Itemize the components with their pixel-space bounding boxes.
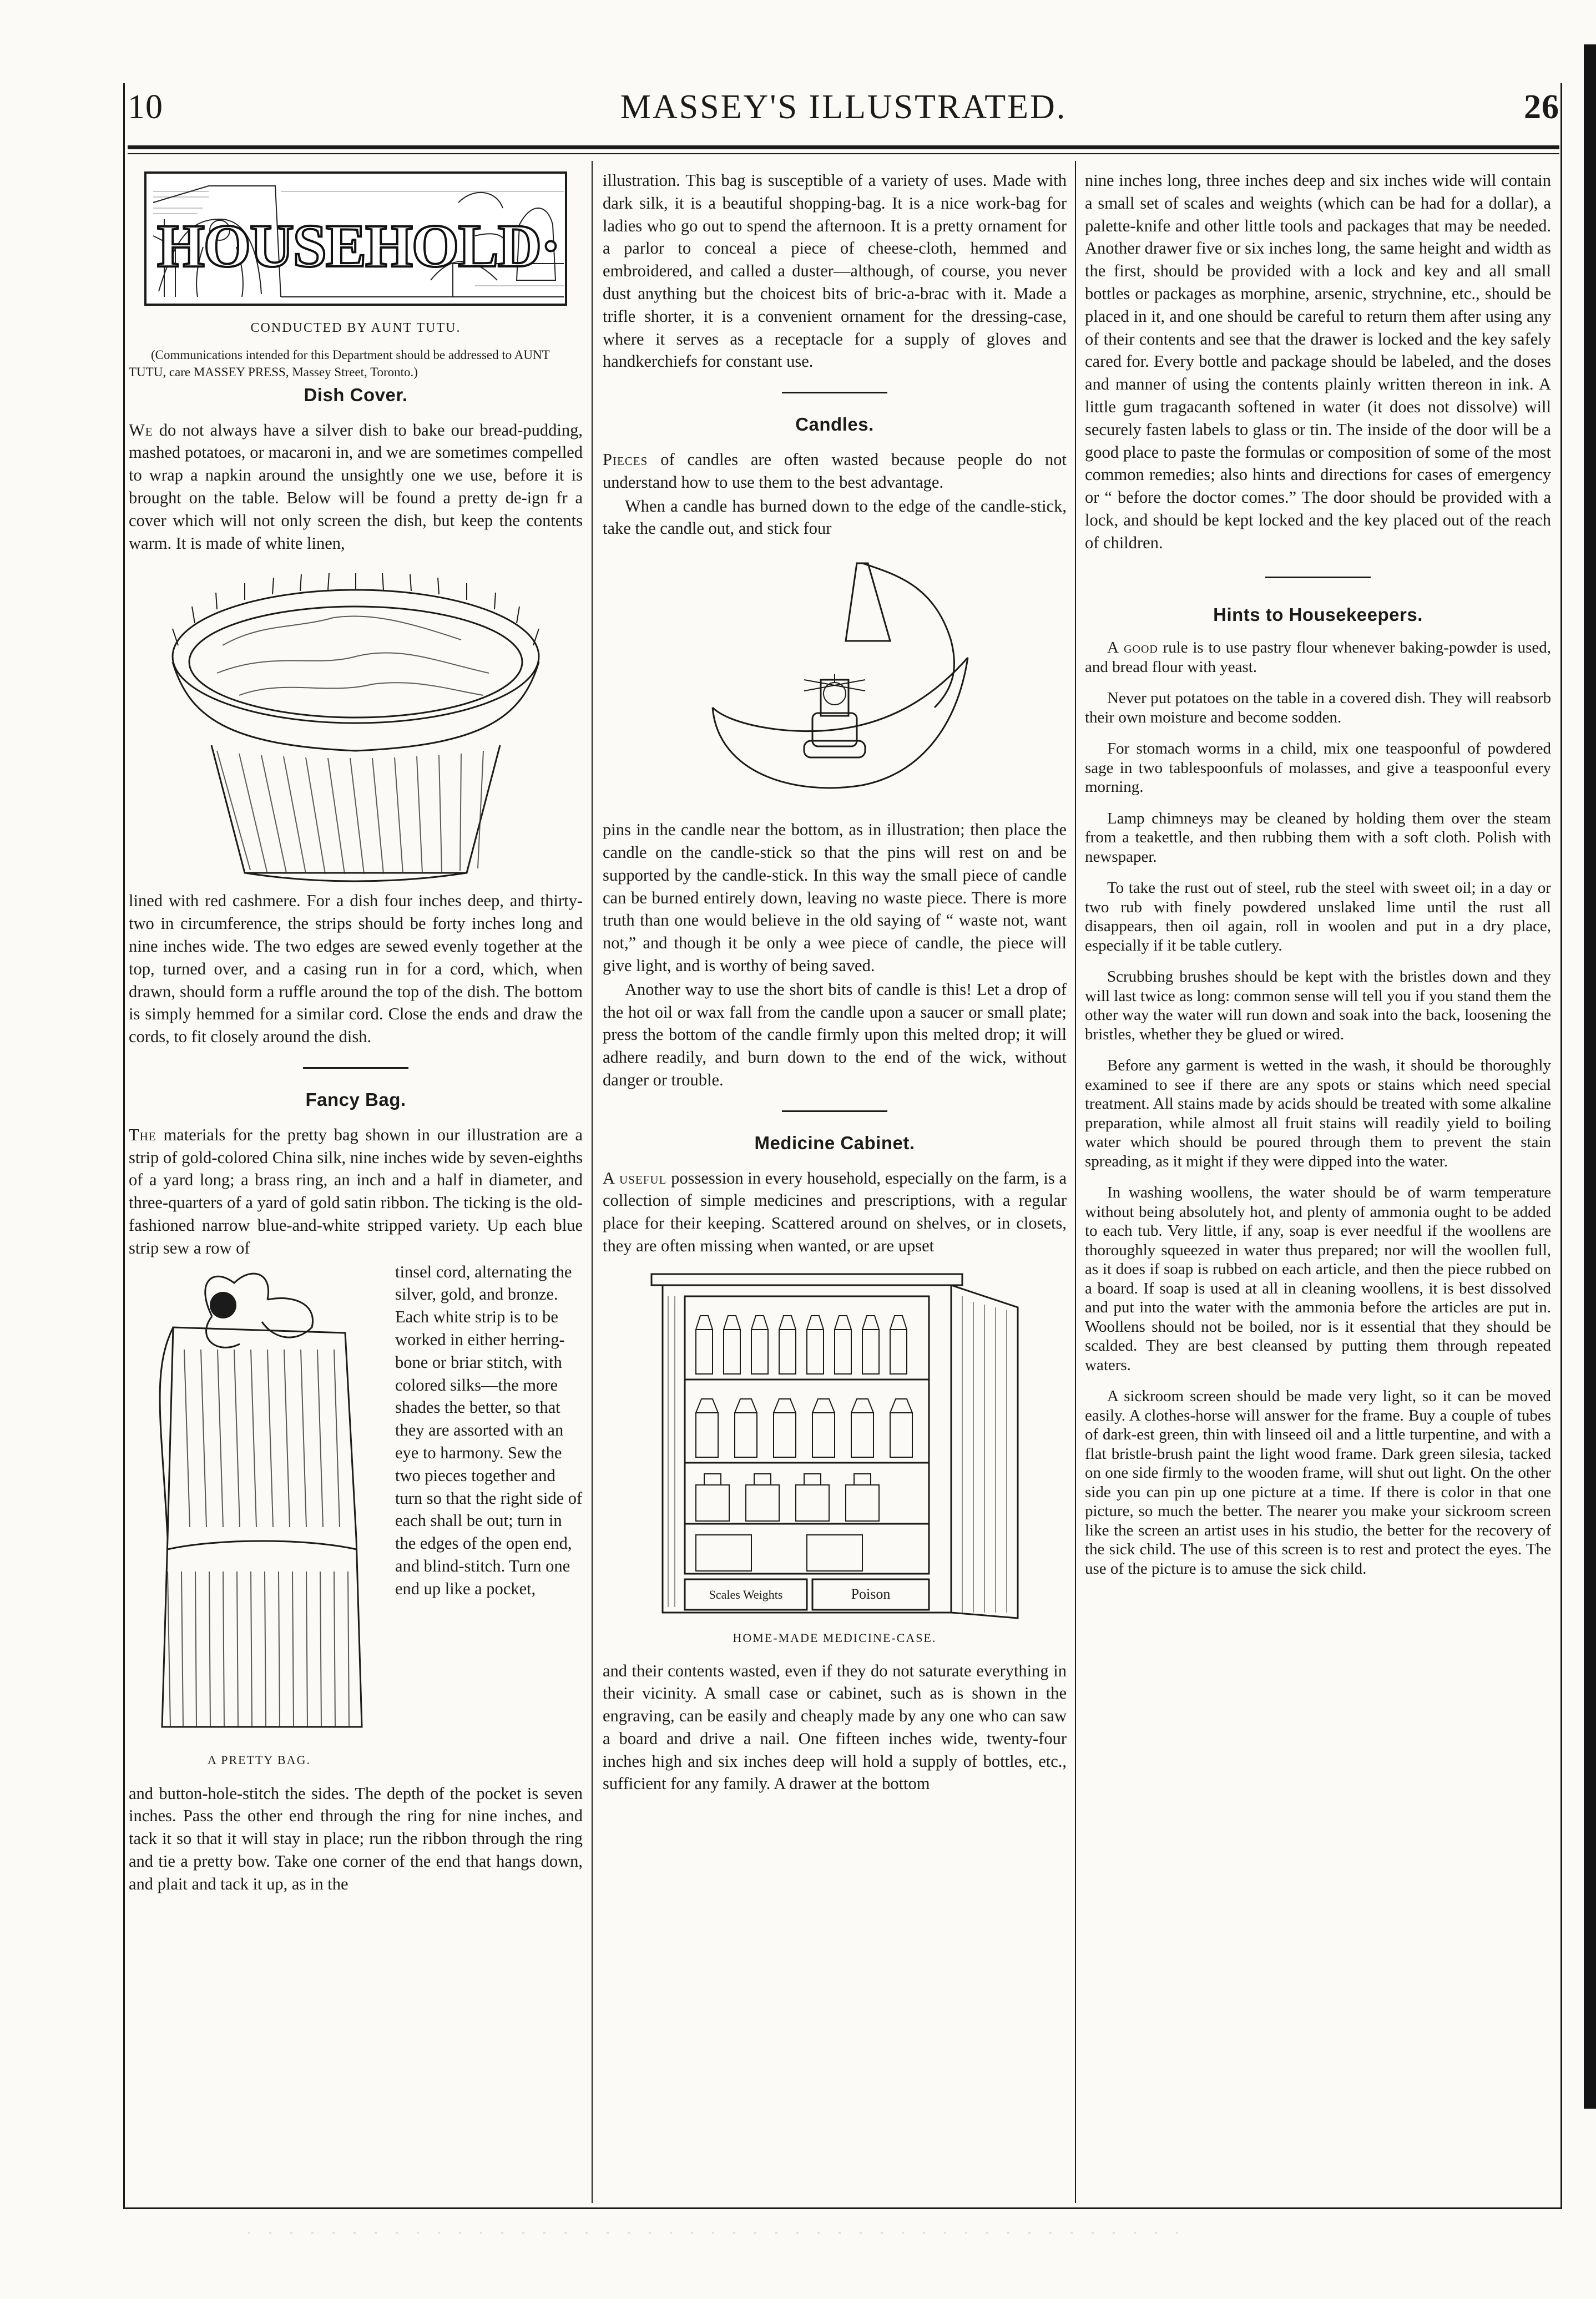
candles-paragraph-3: pins in the candle near the bottom, as in illustration; then place the candle on the candle-stick so that the pins will rest on and be supported by the candle-stick. In this way the small piece of candle can be burned entirely down, leaving no waste piece. There is more truth than one would believe in the old saying of “ waste not, want not,” and though it be only a wee piece of candle, the piece will give light, and is worthy of being saved. (603, 820, 1067, 975)
heading-candles: Candles. (795, 414, 874, 435)
medicine-case-caption: HOME-MADE MEDICINE-CASE. (733, 1630, 937, 1645)
header-rule-thin (128, 153, 1559, 154)
column-1 (129, 169, 583, 1897)
hint-5: To take the rust out of steel, rub the steel with sweet oil; in a day or two rub with finely powdered unslaked lime until the rust all disappears, then oil again, roll in woolen and put in a dry place, especially if it be table cutlery. (1085, 879, 1551, 954)
medicine-cabinet-paragraph-3: nine inches long, three inches deep and six inches wide will contain a small set of scales and weights (which can be had for a dollar), a palette-knife and other little tools and packages that may be needed. Another drawer five or six inches long, the same height and width as the first, should be provided with a lock and key and all small bottles or packages as morphine, arsenic, strychnine, etc., should be placed in it, and one should be careful to return them after using any of their contents and see that the drawer is locked and the key safely cared for. Every bottle and package should be labeled, and the doses and manner of using the contents plainly written thereon in ink. A little gum tragacanth softened in water (it does not dissolve) will securely fasten labels to glass or tin. The inside of the door will be a good place to paste the formulas or composition of some of the most common remedies; also hints and directions for cases of emergency or “ before the doctor comes.” The door should be provided with a lock, and should be kept locked and the key placed out of the reach of children. (1085, 171, 1551, 552)
hint-2: Never put potatoes on the table in a covered dish. They will reabsorb their own moisture and become sodden. (1085, 689, 1551, 726)
fancy-bag-paragraph-3: illustration. This bag is susceptible of a variety of uses. Made with dark silk, it is a beautiful shopping-bag. It is a nice work-bag for ladies who go out to spend the afternoon. It is a pretty ornament for a parlor to conceal a piece of cheese-cloth, hemmed and embroidered, and called a duster—although, of course, you never dust anything but the choicest bits of bric-a-brac with it. Made a trifle shorter, it is a convenient ornament for the dressing-case, where it serves as a receptacle for a supply of gloves and handkerchiefs for constant use. (603, 171, 1067, 371)
header-rule-thick (128, 145, 1559, 149)
page-number-left: 10 (128, 88, 163, 126)
dish-cover-illustration (150, 562, 561, 890)
bleed-through-speckle (239, 2230, 1182, 2236)
hint-4: Lamp chimneys may be cleaned by holding them over the steam from a teakettle, and then rubbing them with a soft cloth. Polish with newspaper. (1085, 809, 1551, 866)
hint-6: Scrubbing brushes should be kept with the bristles down and they will last twice as long: common sense will tell you if you stand them the other way the water will run down and soak into the back, loosening the bristles, whether they be glued or wired. (1085, 968, 1551, 1043)
conducted-by: CONDUCTED BY AUNT TUTU. (250, 321, 461, 335)
fancy-bag-side-text: tinsel cord, alternating the silver, gold, and bronze. Each white strip is to be worked in either herring-bone or briar stitch, with colored silks—the more shades the better, so that they are assorted with an eye to harmony. Sew the two pieces together and turn so that the right side of each shall be out; turn in the edges of the open end, and blind-stitch. Turn one end up like a pocket, (395, 1262, 583, 1598)
drawer-label-left: Scales Weights (709, 1587, 783, 1601)
pretty-bag-illustration (129, 1261, 390, 1744)
magazine-title: MASSEY'S ILLUSTRATED. (620, 88, 1067, 126)
page-number-right: 26 (1524, 88, 1559, 126)
heading-medicine-cabinet: Medicine Cabinet. (754, 1132, 915, 1153)
section-divider (1265, 577, 1371, 578)
hint-3: For stomach worms in a child, mix one teaspoonful of powdered sage in two tablespoonfuls of molasses, and give a teaspoonful every morning. (1085, 740, 1551, 796)
household-note: (Communications intended for this Department should be addressed to AUNT TUTU, care MASSEY PRESS, Massey Street, Toronto.) (129, 347, 550, 379)
fancy-bag-caption: A PRETTY BAG. (208, 1753, 311, 1767)
frame-right-rule (1560, 83, 1562, 2209)
drawer-label-right: Poison (851, 1585, 891, 1602)
candles-paragraph-2: When a candle has burned down to the edge of the candle-stick, take the candle out, and stick four (603, 496, 1067, 538)
candles-paragraph-1: Pieces of candles are often wasted because people do not understand how to use them to the best advantage. (603, 449, 1067, 492)
heading-hints-to-housekeepers: Hints to Housekeepers. (1213, 604, 1423, 625)
candles-paragraph-4: Another way to use the short bits of candle is this! Let a drop of the hot oil or wax fall from the candle upon a saucer or small plate; press the bottom of the candle firmly upon this melted drop; it will adhere readily, and burn down to the end of the wick, without danger or trouble. (603, 979, 1067, 1089)
column-divider-1 (592, 161, 593, 2203)
section-divider (782, 392, 887, 393)
frame-left-rule (123, 83, 125, 2209)
household-banner-illustration (142, 169, 569, 308)
frame-bottom-rule (123, 2207, 1562, 2209)
hint-1: A good rule is to use pastry flour whenever baking-powder is used, and bread flour with yeast. (1085, 639, 1551, 676)
section-divider (303, 1067, 408, 1069)
column-3 (1085, 169, 1551, 1590)
medicine-cabinet-paragraph-2: and their contents wasted, even if they do not saturate everything in their vicinity. A small case or cabinet, such as is shown in the engraving, can be easily and cheaply made by any one who can saw a board and drive a nail. One fifteen inches wide, twenty-four inches high and six inches deep will hold a supply of bottles, etc., sufficient for any family. A drawer at the bottom (603, 1661, 1067, 1793)
medicine-case-illustration (640, 1263, 1029, 1624)
fancy-bag-figure (129, 1261, 390, 1772)
household-banner-text: HOUSEHOLD· (157, 212, 560, 280)
section-divider (782, 1110, 887, 1112)
dish-cover-paragraph-2: lined with red cashmere. For a dish four inches deep, and thirty-two in circumference, the strips should be forty inches long and nine inches wide. The two edges are sewed evenly together at the top, turned over, and a casing run in for a cord, which, when drawn, should form a ruffle around the top of the dish. The bottom is simply hemmed for a similar cord. Close the ends and draw the cords, to fit closely around the dish. (129, 891, 583, 1047)
page-edge-shadow (1584, 44, 1596, 2109)
fancy-bag-figure-block (129, 1261, 583, 1782)
running-head (128, 88, 1559, 138)
column-2 (603, 169, 1067, 1796)
fancy-bag-paragraph-2: and button-hole-stitch the sides. The depth of the pocket is seven inches. Pass the other end through the ring for nine inches, and tack it so that it will stay in place; run the ribbon through the ring and tie a pretty bow. Take one corner of the end that hangs down, and plait and tack it up, as in the (129, 1783, 583, 1893)
fancy-bag-side-text-block (395, 1261, 583, 1600)
hint-9: A sickroom screen should be made very light, so it can be moved easily. A clothes-horse will answer for the frame. Buy a couple of tubes of dark-est green, thin with linseed oil and a little turpentine, and with a flat bristle-brush paint the light wood frame. Dark green silesia, tacked on one side firmly to the wooden frame, will shut out light. On the other side you can pin up one picture at a time. If there is color in that one picture, so much the better. The nearer you make your sickroom screen like the screen an artist uses in his studio, the better for the recovery of the sick child. The use of this screen is to rest and protect the eyes. The use of the picture is to amuse the sick child. (1085, 1387, 1551, 1578)
hints-list (1085, 638, 1551, 1578)
heading-fancy-bag: Fancy Bag. (305, 1089, 406, 1110)
medicine-cabinet-paragraph-1: A useful possession in every household, especially on the farm, is a collection of simple medicines and prescriptions, with a regular place for their keeping. Scattered around on shelves, or in closets, they are often missing when wanted, or are upset (603, 1168, 1067, 1255)
dish-cover-paragraph-1: We do not always have a silver dish to bake our bread-pudding, mashed potatoes, or macaroni in, and we are sometimes compelled to wrap a napkin around the unsightly one we use, before it is brought on the table. Below will be found a pretty de-ign fr a cover which will not only screen the dish, but keep the contents warm. It is made of white linen, (129, 420, 583, 553)
fancy-bag-paragraph-1: The materials for the pretty bag shown in our illustration are a strip of gold-colored China silk, nine inches wide by seven-eighths of a yard long; a brass ring, an inch and a half in diameter, and three-quarters of a yard of gold satin ribbon. The ticking is the old-fashioned narrow blue-and-white stripped variety. Up each blue strip sew a row of (129, 1125, 583, 1257)
hint-7: Before any garment is wetted in the wash, it should be thoroughly examined to see if there are any spots or stains which need special treatment. All stains made by acids should be treated with some alkaline preparation, while almost all fruit stains will readily yield to boiling water which should be poured through them to prevent the stain spreading, as it might if they were dipped into the water. (1085, 1057, 1551, 1170)
heading-dish-cover: Dish Cover. (304, 384, 408, 405)
hint-8: In washing woollens, the water should be of warm temperature without being absolutely hot, and plenty of ammonia ought to be added to each tub. Very little, if any, soap is ever needful if the woollens are thoroughly squeezed in water thus prepared; nor will the woollen full, as it does if soap is rubbed on each article, and then the piece rubbed on a board. If soap is used at all in cleaning woollens, it is best dissolved and put into the water with the ammonia before the articles are put in. Woollens should not be boiled, nor is it essential that they should be scalded. They are best cleansed by putting them through repeated waters. (1085, 1184, 1551, 1374)
candle-stick-illustration (696, 541, 973, 818)
column-divider-2 (1075, 161, 1076, 2203)
